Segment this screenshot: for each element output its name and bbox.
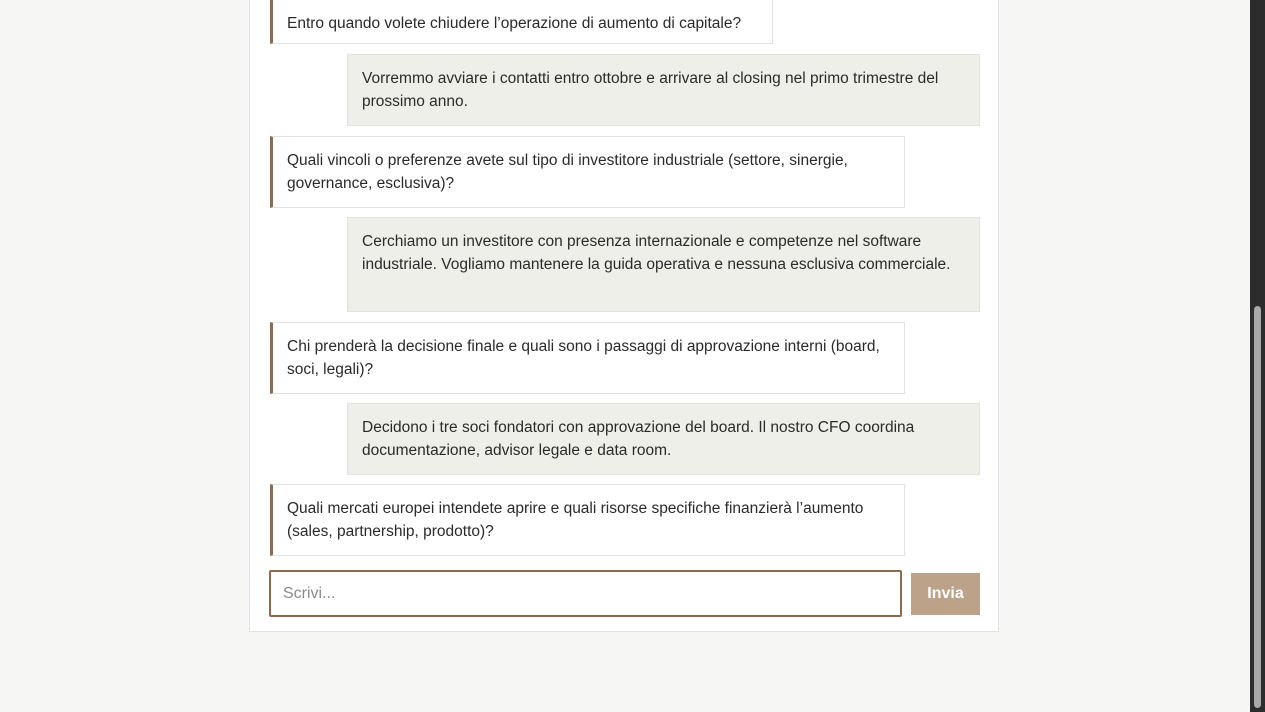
message-text: Decidono i tre soci fondatori con approvazione del board. Il nostro CFO coordina documentazione, advisor legale e data room. <box>362 419 915 459</box>
message-input[interactable] <box>269 570 902 617</box>
scrollbar-thumb[interactable] <box>1254 306 1261 708</box>
message-text: Entro quando volete chiudere l’operazione di aumento di capitale? <box>287 15 742 32</box>
message-text: Quali vincoli o preferenze avete sul tipo di investitore industriale (settore, sinergie, governance, esclusiva)? <box>287 152 848 192</box>
user-message <box>347 403 980 475</box>
assistant-message <box>270 136 905 208</box>
assistant-message <box>270 0 773 44</box>
message-text: Chi prenderà la decisione finale e quali sono i passaggi di approvazione interni (board, soci, legali)? <box>287 338 880 378</box>
message-text: Quali mercati europei intendete aprire e quali risorse specifiche finanzierà l’aumento (sales, partnership, prodotto)? <box>287 500 864 540</box>
message-text: Cerchiamo un investitore con presenza internazionale e competenze nel software industriale. Vogliamo mantenere la guida operativa e nessuna esclusiva commerciale. <box>362 233 951 273</box>
scrollbar-track[interactable] <box>1250 0 1265 712</box>
user-message <box>347 217 980 312</box>
message-text: Vorremmo avviare i contatti entro ottobre e arrivare al closing nel primo trimestre del prossimo anno. <box>362 70 939 110</box>
assistant-message <box>270 322 905 394</box>
user-message <box>347 54 980 126</box>
assistant-message <box>270 484 905 556</box>
send-button[interactable]: Invia <box>911 573 980 615</box>
